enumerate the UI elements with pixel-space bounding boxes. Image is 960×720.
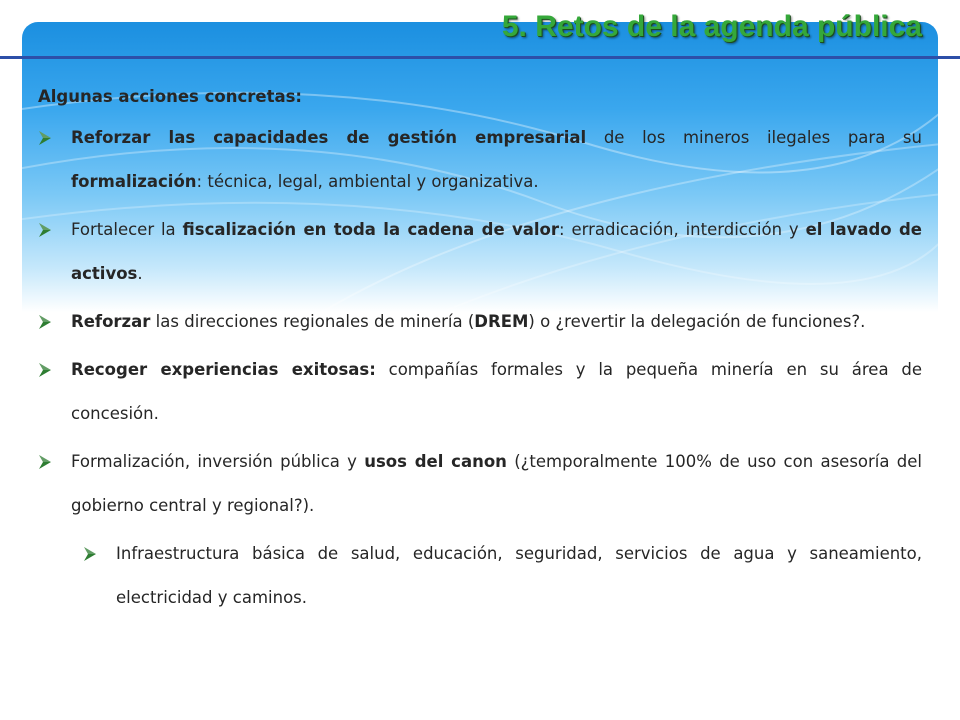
emphasis-text: formalización (71, 172, 197, 191)
body-text: ) o ¿revertir la delegación de funciones?. (528, 312, 866, 331)
body-text: : erradicación, interdicción y (559, 220, 806, 239)
emphasis-text: fiscalización en toda la cadena de valor (182, 220, 560, 239)
arrowhead-bullet-icon (38, 314, 52, 330)
body-text: : técnica, legal, ambiental y organizativa. (196, 172, 539, 191)
body-text: compañías formales y la pequeña minería en su área de concesión. (71, 360, 923, 423)
emphasis-text: el lavado de activos (71, 220, 922, 283)
body-text: Formalización, inversión pública y (71, 452, 365, 471)
arrowhead-bullet-icon (38, 222, 52, 238)
body-text: (¿temporalmente 100% de uso con asesoría del gobierno central y regional?). (71, 452, 922, 515)
list-item (38, 208, 922, 296)
list-item (38, 440, 922, 528)
body-text: Fortalecer la (71, 220, 183, 239)
emphasis-text: Recoger experiencias exitosas: (71, 360, 376, 379)
body-text: las direcciones regionales de minería ( (150, 312, 475, 331)
body-text: . (137, 264, 143, 283)
emphasis-text: Reforzar (71, 312, 151, 331)
arrowhead-bullet-icon (38, 454, 52, 470)
bullet-list (38, 116, 922, 620)
title-divider (0, 56, 960, 59)
sub-list-item (83, 532, 922, 620)
emphasis-text: usos del canon (364, 452, 507, 471)
arrowhead-bullet-icon (38, 130, 52, 146)
emphasis-text: Reforzar las capacidades de gestión empresarial (71, 128, 587, 147)
emphasis-text: DREM (474, 312, 529, 331)
list-item (38, 348, 922, 436)
arrowhead-bullet-icon (83, 546, 97, 562)
content-body (38, 80, 922, 624)
body-text: Infraestructura básica de salud, educación, seguridad, servicios de agua y saneamiento, electricidad y caminos. (116, 544, 922, 607)
list-item (38, 300, 922, 344)
intro-heading: Algunas acciones concretas: (38, 87, 303, 106)
arrowhead-bullet-icon (38, 362, 52, 378)
body-text: de los mineros ilegales para su (586, 128, 922, 147)
page-title: 5. Retos de la agenda pública (501, 10, 922, 43)
list-item (38, 116, 922, 204)
